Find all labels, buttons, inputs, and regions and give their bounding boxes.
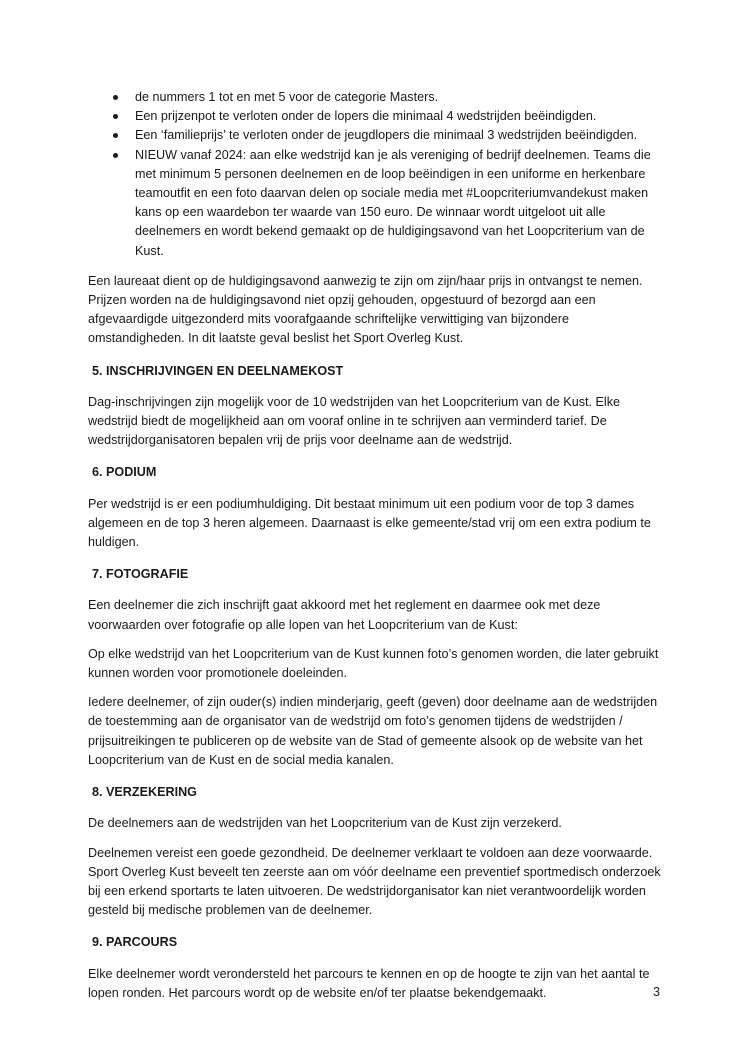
section-paragraph: Dag-inschrijvingen zijn mogelijk voor de 10 wedstrijden van het Loopcriterium van de Kust. Elke wedstrijd biedt de mogelijkheid aan om vooraf online in te schrijven aan verminderd tarief. De wedstrijdorganisatoren bepalen vrij de prijs voor deelname aan de wedstrijd.: [88, 394, 621, 448]
section-paragraph: Op elke wedstrijd van het Loopcriterium van de Kust kunnen foto’s genomen worden, die later gebruikt kunnen worden voor promotionele doeleinden.: [88, 646, 659, 681]
section-insurance: [88, 783, 668, 920]
section-paragraph: Iedere deelnemer, of zijn ouder(s) indien minderjarig, geeft (geven) door deelname aan de wedstrijden de toestemming aan de organisator van de wedstrijd om foto’s genomen tijdens de wedstrijden / prijsuitreikingen te publiceren op de website van de Stad of gemeente alsook op de website van het Loopcriterium van de Kust en de social media kanalen.: [88, 695, 658, 767]
section-heading: 6. PODIUM: [92, 465, 157, 480]
section-paragraph: De deelnemers aan de wedstrijden van het Loopcriterium van de Kust zijn verzekerd.: [88, 816, 562, 831]
list-item: [88, 88, 668, 107]
section-heading: 9. PARCOURS: [92, 935, 178, 950]
list-item: [88, 107, 668, 126]
section-registration: [88, 362, 668, 451]
section-heading: 5. INSCHRIJVINGEN EN DEELNAMEKOST: [92, 363, 344, 378]
section-photography: [88, 565, 668, 770]
bullet-dot-icon: [113, 153, 118, 158]
list-item: [88, 126, 668, 145]
section-podium: [88, 463, 668, 552]
section-heading: 7. FOTOGRAFIE: [92, 567, 189, 582]
list-item-text: NIEUW vanaf 2024: aan elke wedstrijd kan je als vereniging of bedrijf deelnemen. Teams die met minimum 5 personen deelnemen en de loop beëindigen in een uniforme en herkenbare teamoutfit en een foto daarvan delen op sociale media met #Loopcriteriumvandekust maken kans op een waardebon ter waarde van 150 euro. De winnaar wordt uitgeloot uit alle deelnemers en wordt bekend gemaakt op de huldigingsavond van het Loopcriterium van de Kust.: [135, 147, 651, 258]
list-item-text: Een ‘familieprijs’ te verloten onder de jeugdlopers die minimaal 3 wedstrijden beëindigden.: [135, 128, 638, 143]
section-paragraph: Een deelnemer die zich inschrijft gaat akkoord met het reglement en daarmee ook met deze voorwaarden over fotografie op alle lopen van het Loopcriterium van de Kust:: [88, 598, 601, 632]
section-heading: 8. VERZEKERING: [92, 785, 197, 800]
section-paragraph: Elke deelnemer wordt verondersteld het parcours te kennen en op de hoogte te zijn van het aantal te lopen ronden. Het parcours wordt op de website en/of ter plaatse bekendgemaakt.: [88, 966, 650, 1000]
list-item-text: Een prijzenpot te verloten onder de lopers die minimaal 4 wedstrijden beëindigden.: [135, 109, 597, 124]
prize-bullet-list: [88, 88, 668, 261]
list-item: [88, 146, 668, 261]
bullet-dot-icon: [113, 133, 118, 138]
bullet-dot-icon: [113, 95, 118, 100]
list-item-text: de nummers 1 tot en met 5 voor de categorie Masters.: [135, 90, 439, 104]
section-paragraph: Deelnemen vereist een goede gezondheid. De deelnemer verklaart te voldoen aan deze voorwaarde. Sport Overleg Kust beveelt ten zeerste aan om vóór deelname een preventief sportmedisch onderzoek bij een erkend sportarts te laten uitvoeren. De wedstrijdorganisator kan niet verantwoordelijk worden gesteld bij medische problemen van de deelnemer.: [88, 845, 661, 918]
page-content: [88, 88, 668, 1003]
laureate-paragraph: Een laureaat dient op de huldigingsavond aanwezig te zijn om zijn/haar prijs in ontvangst te nemen. Prijzen worden na de huldigingsavond niet opzij gehouden, opgestuurd of bezorgd aan een afgevaardigde uitgezonderd mits voorafgaande schriftelijke verwittiging van bijzondere omstandigheden. In dit laatste geval beslist het Sport Overleg Kust.: [88, 273, 643, 346]
section-course: [88, 933, 668, 1003]
page-number: 3: [653, 985, 661, 999]
section-paragraph: Per wedstrijd is er een podiumhuldiging. Dit bestaat minimum uit een podium voor de top 3 dames algemeen en de top 3 heren algemeen. Daarnaast is elke gemeente/stad vrij om een extra podium te huldigen.: [88, 496, 651, 550]
bullet-dot-icon: [113, 114, 118, 119]
